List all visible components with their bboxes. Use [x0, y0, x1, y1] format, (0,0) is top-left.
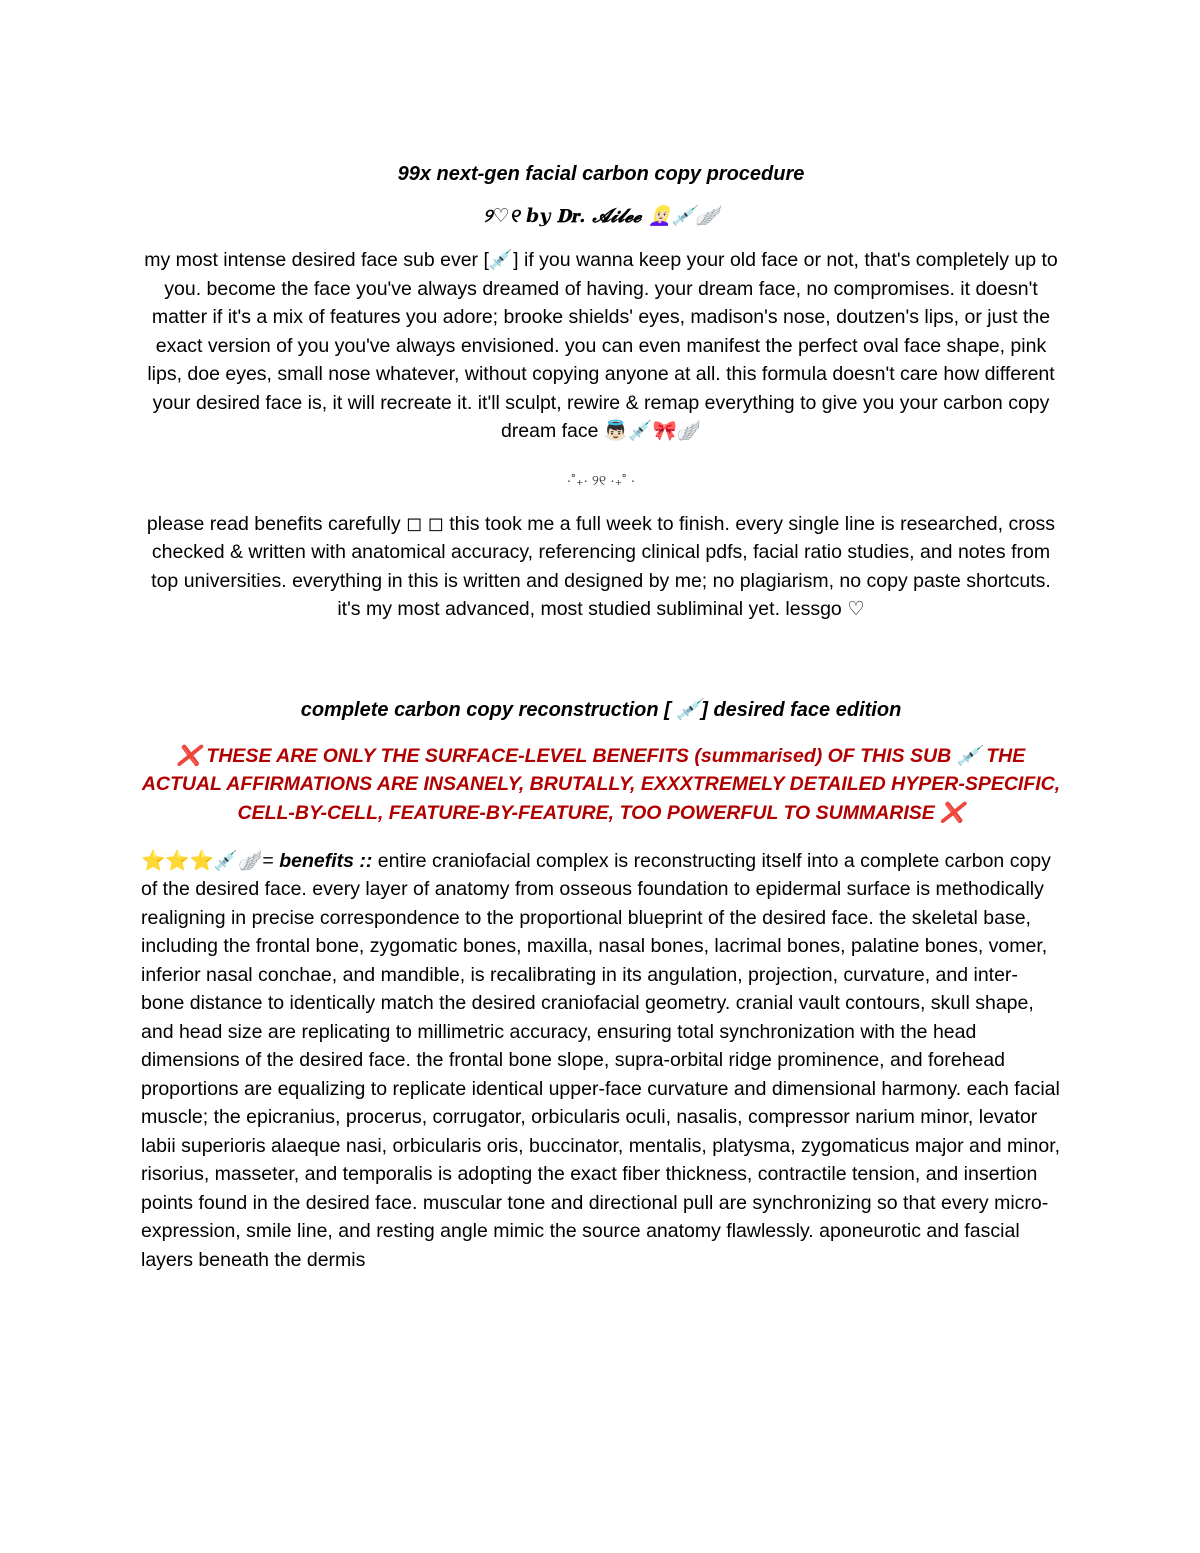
benefits-paragraph	[141, 847, 1061, 1275]
intro-paragraph: my most intense desired face sub ever [💉] if you wanna keep your old face or not, that's completely up to you. become the face you've always dreamed of having. your dream face, no compromises. it doesn't matter if it's a mix of features you adore; brooke shields' eyes, madison's nose, doutzen's lips, or just the exact version of you you've always envisioned. you can even manifest the perfect oval face shape, pink lips, doe eyes, small nose whatever, without copying anyone at all. this formula doesn't care how different your desired face is, it will recreate it. it'll sculpt, rewire & remap everything to give you your carbon copy dream face 👼🏻💉🎀🪽	[144, 249, 1058, 442]
benefits-body: entire craniofacial complex is reconstructing itself into a complete carbon copy of the desired face. every layer of anatomy from osseous foundation to epidermal surface is methodically realigning in precise correspondence to the proportional blueprint of the desired face. the skeletal base, including the frontal bone, zygomatic bones, maxilla, nasal bones, lacrimal bones, palatine bones, vomer, inferior nasal conchae, and mandible, is recalibrating in its angulation, projection, curvature, and inter-bone distance to identically match the desired craniofacial geometry. cranial vault contours, skull shape, and head size are replicating to millimetric accuracy, ensuring total synchronization with the head dimensions of the desired face. the frontal bone slope, supra-orbital ridge prominence, and forehead proportions are equalizing to replicate identical upper-face curvature and dimensional harmony. each facial muscle; the epicranius, procerus, corrugator, orbicularis oculi, nasalis, compressor narium minor, levator labii superioris alaeque nasi, orbicularis oris, buccinator, mentalis, platysma, zygomaticus major and minor, risorius, masseter, and temporalis is adopting the exact fiber thickness, contractile tension, and insertion points found in the desired face. muscular tone and directional pull are synchronizing so that every micro-expression, smile line, and resting angle mimic the source anatomy flawlessly. aponeurotic and fascial layers beneath the dermis	[141, 849, 1061, 1271]
section-title: complete carbon copy reconstruction [ 💉] desired face edition	[300, 698, 902, 721]
note-paragraph: please read benefits carefully ◻︎ ◻︎ this took me a full week to finish. every single line is researched, cross checked & written with anatomical accuracy, referencing clinical pdfs, facial ratio studies, and notes from top universities. everything in this is written and designed by me; no plagiarism, no copy paste shortcuts. it's my most advanced, most studied subliminal yet. lessgo ♡	[146, 512, 1056, 620]
decorative-divider: ·˚₊· ୨୧ ·₊˚ ·	[566, 471, 636, 488]
benefits-emoji-prefix: ⭐⭐⭐💉🪽=	[141, 849, 280, 872]
warning-banner: ❌ THESE ARE ONLY THE SURFACE-LEVEL BENEFITS (summarised) OF THIS SUB 💉 THE ACTUAL AFFIRMATIONS ARE INSANELY, BRUTALLY, EXXXTREMELY DETAILED HYPER-SPECIFIC, CELL-BY-CELL, FEATURE-BY-FEATURE, TOO POWERFUL TO SUMMARISE ❌	[141, 744, 1061, 824]
benefits-lead: benefits ::	[279, 849, 373, 872]
document-page	[141, 160, 1061, 1274]
author-byline: ୨♡୧ 𝒃𝒚 𝐃𝐫. 𝓐𝓲𝓵𝓮𝓮 👱🏻‍♀️💉🪽	[483, 205, 719, 227]
document-title: 99x next-gen facial carbon copy procedure	[397, 163, 805, 185]
